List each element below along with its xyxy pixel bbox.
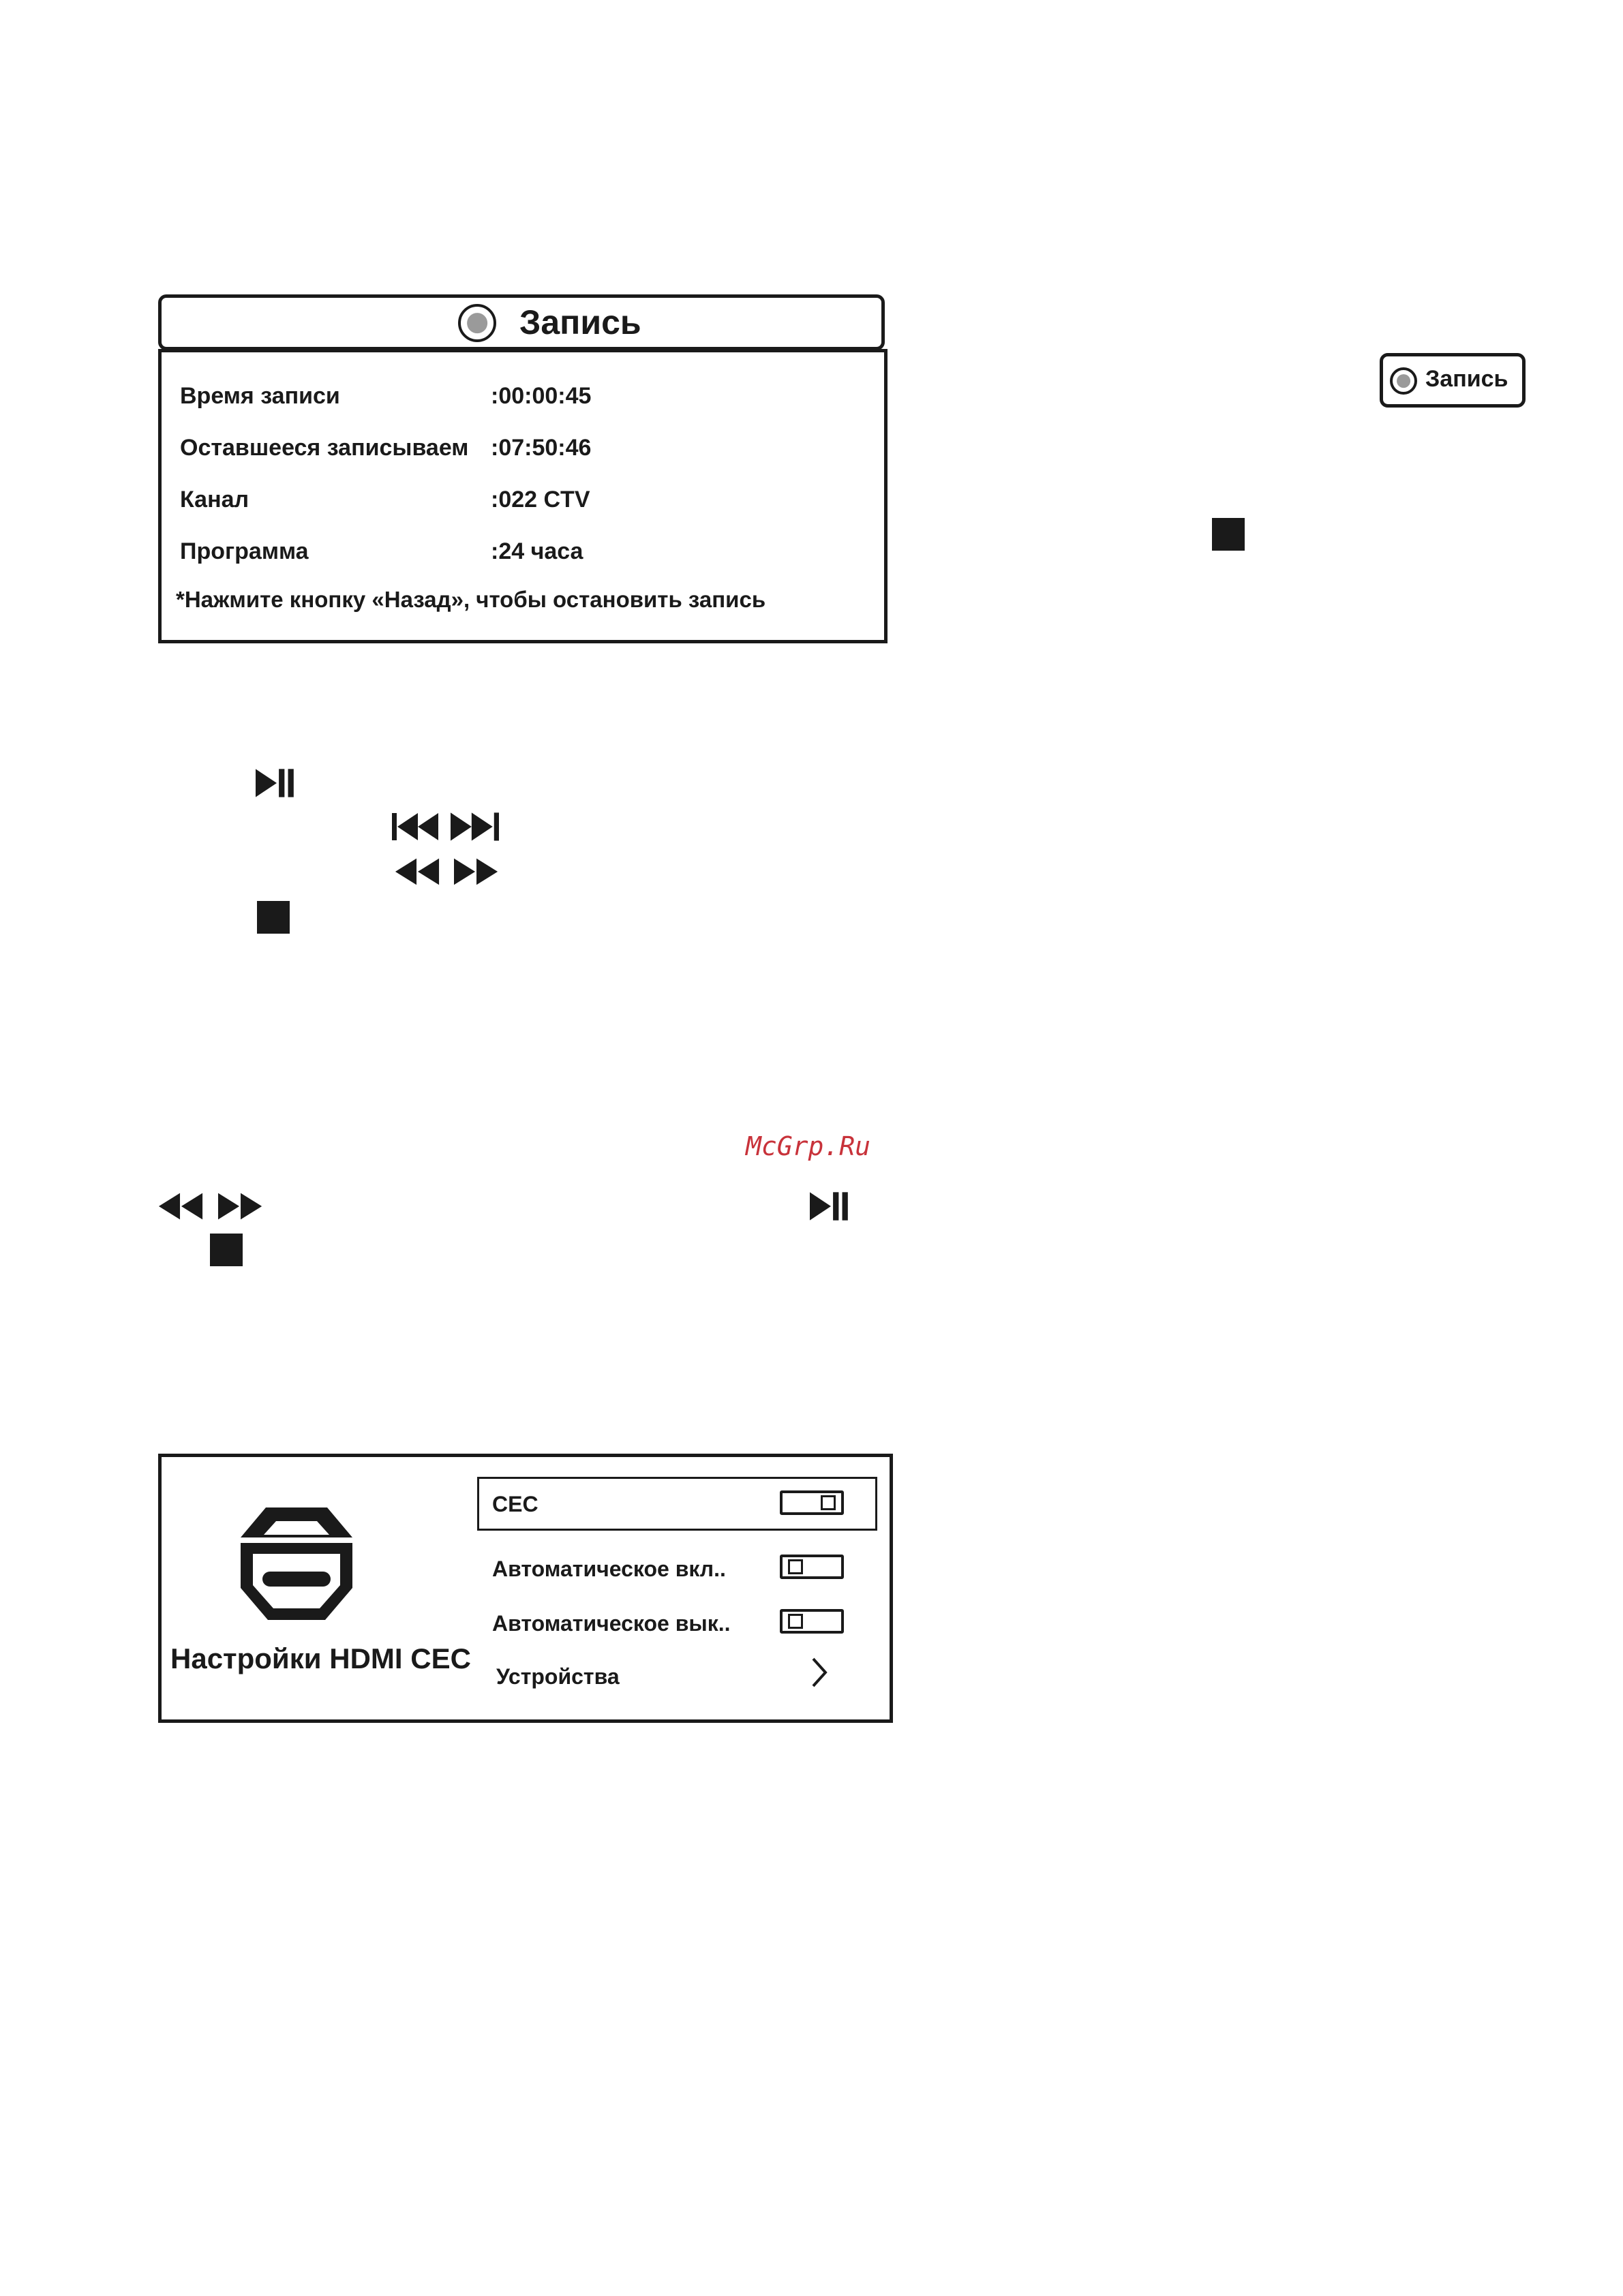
play-pause-icon (810, 1192, 852, 1221)
fast-forward-icon (454, 857, 500, 886)
devices-label[interactable]: Устройства (496, 1664, 620, 1689)
auto-on-toggle[interactable] (780, 1555, 844, 1579)
cec-label: CEC (492, 1492, 539, 1516)
skip-previous-icon (392, 812, 440, 841)
stop-icon (257, 901, 290, 934)
record-icon (458, 304, 496, 342)
rewind-icon (394, 857, 440, 886)
channel-value: :022 CTV (491, 487, 590, 512)
toggle-knob (788, 1614, 803, 1629)
toggle-knob (821, 1495, 836, 1510)
cec-toggle[interactable] (780, 1490, 844, 1515)
stop-icon (210, 1234, 243, 1266)
fast-forward-icon (218, 1192, 264, 1221)
watermark: McGrp.Ru (746, 1131, 871, 1161)
program-label: Программа (180, 538, 309, 564)
hdmi-icon (235, 1507, 358, 1623)
auto-off-toggle[interactable] (780, 1609, 844, 1634)
recording-window-title: Запись (519, 303, 641, 341)
stop-recording-hint: *Нажмите кнопку «Назад», чтобы остановить запись (176, 587, 766, 612)
auto-off-label: Автоматическое вык.. (492, 1611, 731, 1636)
rewind-icon (157, 1192, 204, 1221)
auto-on-label: Автоматическое вкл.. (492, 1557, 726, 1581)
record-button[interactable] (1380, 353, 1526, 408)
chevron-right-icon[interactable] (811, 1657, 828, 1687)
hdmi-cec-title: Настройки HDMI CEC (170, 1642, 471, 1674)
toggle-knob (788, 1559, 803, 1574)
program-value: :24 часа (491, 538, 583, 564)
record-button-label: Запись (1425, 366, 1508, 392)
stop-icon (1212, 518, 1245, 551)
channel-label: Канал (180, 487, 249, 512)
recording-time-label: Время записи (180, 383, 340, 409)
remaining-time-value: :07:50:46 (491, 435, 592, 461)
record-icon (1390, 367, 1417, 395)
play-pause-icon (256, 769, 298, 797)
remaining-time-label: Оставшееся записываем (180, 435, 469, 461)
skip-next-icon (451, 812, 500, 841)
recording-time-value: :00:00:45 (491, 383, 592, 409)
